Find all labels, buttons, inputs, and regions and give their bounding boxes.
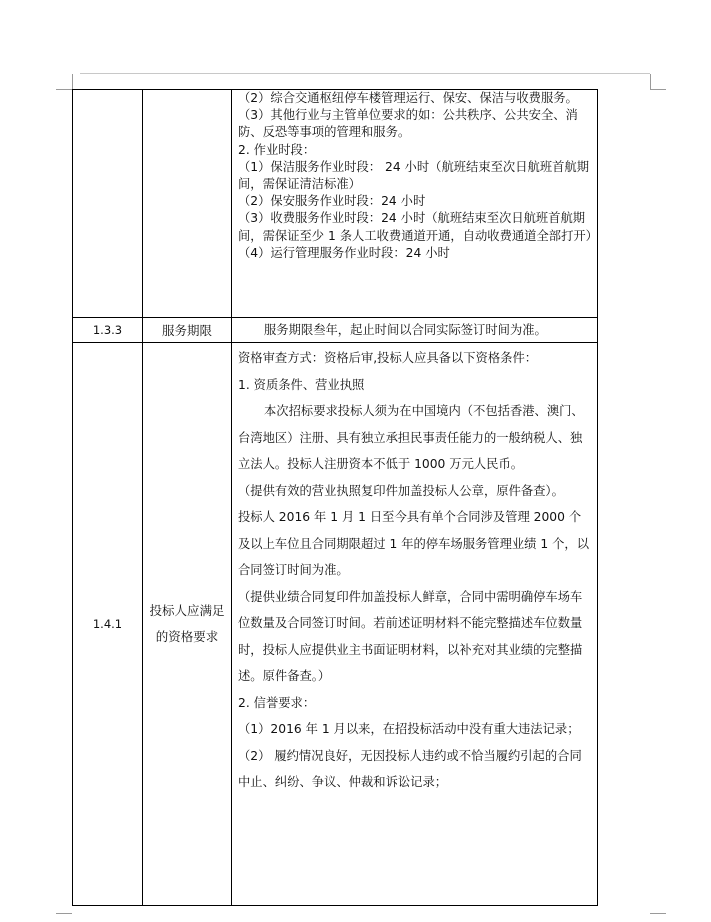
content-line: （2）保安服务作业时段：24 小时 (238, 194, 426, 209)
crop-mark-bottom-left (56, 913, 72, 914)
clause-label: 投标人应满足的资格要求 (143, 343, 232, 905)
content-line: （3）其他行业与主管单位要求的如：公共秩序、公共安全、消防、反恐等事项的管理和服务。 (238, 108, 578, 140)
table-row-continuation (73, 90, 597, 318)
clause-content: 服务期限叁年，起止时间以合同实际签订时间为准。 (264, 323, 547, 337)
clause-number: 1.3.3 (73, 318, 143, 342)
crop-mark-top-left-vertical (72, 74, 73, 89)
content-line: （1）保洁服务作业时段： 24 小时（航班结束至次日航班首航期间，需保证清洁标准） (238, 159, 590, 192)
table-row-service-period (73, 318, 597, 343)
number-cell (73, 90, 143, 317)
content-line: 2. 作业时段： (238, 142, 316, 157)
content-line: （4）运行管理服务作业时段：24 小时 (238, 245, 450, 260)
crop-mark-bottom-right (650, 913, 666, 914)
paragraph: 资格审查方式：资格后审,投标人应具备以下资格条件： (238, 351, 538, 365)
label-cell (143, 90, 232, 317)
content-cell (232, 90, 597, 317)
crop-mark-top-right (650, 89, 666, 90)
content-line: （3）收费服务作业时段：24 小时（航班结束至次日航班首航期间，需保证至少 1 条人工收费通道开通，自动收费通道全部打开） (238, 211, 598, 243)
crop-mark-top-right-vertical (650, 74, 651, 89)
paragraph: （提供业绩合同复印件加盖投标人鲜章，合同中需明确停车场车位数量及合同签订时间。若前述证明材料不能完整描述车位数量时，投标人应提供业主书面证明材料，以补充对其业绩的完整描述。原件备查。） (238, 589, 583, 683)
clause-label: 服务期限 (143, 318, 232, 342)
paragraph: 2. 信誉要求： (238, 695, 316, 710)
paragraph: 本次招标要求投标人须为在中国境内（不包括香港、澳门、台湾地区）注册、具有独立承担民事责任能力的一般纳税人、独立法人。投标人注册资本不低于 1000 万元人民币。 (238, 404, 584, 471)
content-line: （2）综合交通枢纽停车楼管理运行、保安、保洁与收费服务。 (238, 91, 578, 105)
page-top-rule (80, 73, 650, 74)
crop-mark-top-left (56, 89, 72, 90)
paragraph: 投标人 2016 年 1 月 1 日至今具有单个合同涉及管理 2000 个及以上车位且合同期限超过 1 年的停车场服务管理业绩 1 个，以合同签订时间为准。 (238, 510, 590, 577)
paragraph: （提供有效的营业执照复印件加盖投标人公章，原件备查）。 (238, 483, 564, 498)
table-row-qualification (73, 343, 597, 905)
paragraph: （2） 履约情况良好，无因投标人违约或不恰当履约引起的合同中止、纠纷、争议、仲裁和诉讼记录； (238, 748, 582, 789)
clause-content (232, 343, 597, 905)
paragraph: （1）2016 年 1 月以来，在招投标活动中没有重大违法记录； (238, 722, 580, 736)
clause-number: 1.4.1 (73, 343, 143, 905)
requirements-table (72, 89, 598, 906)
paragraph: 1. 资质条件、营业执照 (238, 377, 365, 392)
